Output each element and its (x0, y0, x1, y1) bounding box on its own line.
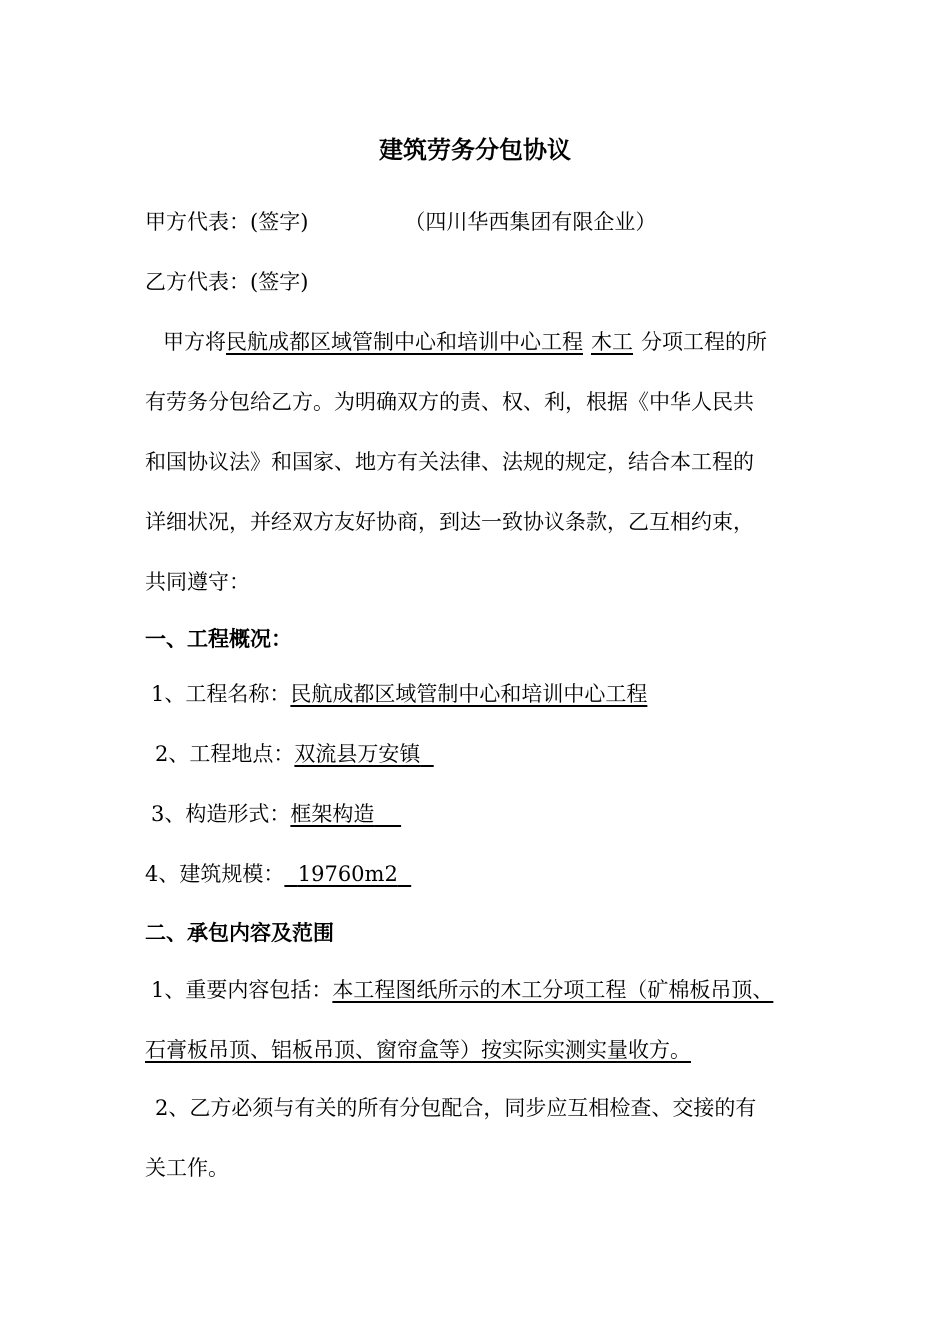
intro-suffix: 分项工程的所 (641, 330, 767, 354)
building-scale-line (145, 859, 411, 889)
document-title: 建筑劳务分包协议 (379, 135, 571, 164)
intro-trade: 木工 (591, 330, 633, 354)
party-b-line (145, 267, 308, 297)
structure-type-label: 3、构造形式： (151, 802, 291, 826)
coordination-line-2: 关工作。 (145, 1156, 229, 1180)
scope-content-label: 1、重要内容包括： (151, 978, 333, 1002)
coordination-line-1: 2、乙方必须与有关的所有分包配合，同步应互相检查、交接的有 (155, 1096, 757, 1120)
intro-line-4: 详细状况，并经双方友好协商，到达一致协议条款，乙互相约束， (145, 510, 754, 534)
intro-prefix: 甲方将 (163, 330, 226, 354)
section-2-heading: 二、承包内容及范围 (145, 920, 334, 945)
party-a-company: （四川华西集团有限企业） (404, 210, 657, 234)
intro-line-2: 有劳务分包给乙方。为明确双方的责、权、利，根据《中华人民共 (145, 390, 754, 414)
building-scale-value: 19760m2 (297, 862, 398, 886)
intro-line-5: 共同遵守： (145, 570, 250, 594)
project-name-value: 民航成都区域管制中心和培训中心工程 (290, 682, 648, 706)
structure-type-line (151, 799, 401, 829)
project-location-value: 双流县万安镇 (294, 742, 421, 766)
scope-content-line-2 (145, 1035, 691, 1065)
building-scale-label: 4、建筑规模： (145, 862, 285, 886)
project-location-line (155, 739, 434, 769)
intro-line-3: 和国协议法》和国家、地方有关法律、法规的规定，结合本工程的 (145, 450, 754, 474)
scope-content-value-line-2: 石膏板吊顶、铝板吊顶、窗帘盒等）按实际实测实量收方。 (145, 1038, 691, 1062)
structure-type-value: 框架构造 (290, 802, 375, 826)
scope-content-value: 本工程图纸所示的木工分项工程（矿棉板吊顶、 (332, 978, 774, 1002)
party-b-label: 乙方代表：(签字) (145, 270, 309, 294)
project-location-label: 2、工程地点： (155, 742, 295, 766)
intro-line-1 (163, 327, 767, 357)
intro-project: 民航成都区域管制中心和培训中心工程 (226, 330, 583, 354)
section-1-heading: 一、工程概况： (145, 626, 292, 651)
scope-content-line-1 (151, 975, 773, 1005)
project-name-line (151, 679, 647, 709)
party-a-line (145, 207, 656, 237)
party-a-label: 甲方代表：(签字) (145, 210, 309, 234)
project-name-label: 1、工程名称： (151, 682, 291, 706)
